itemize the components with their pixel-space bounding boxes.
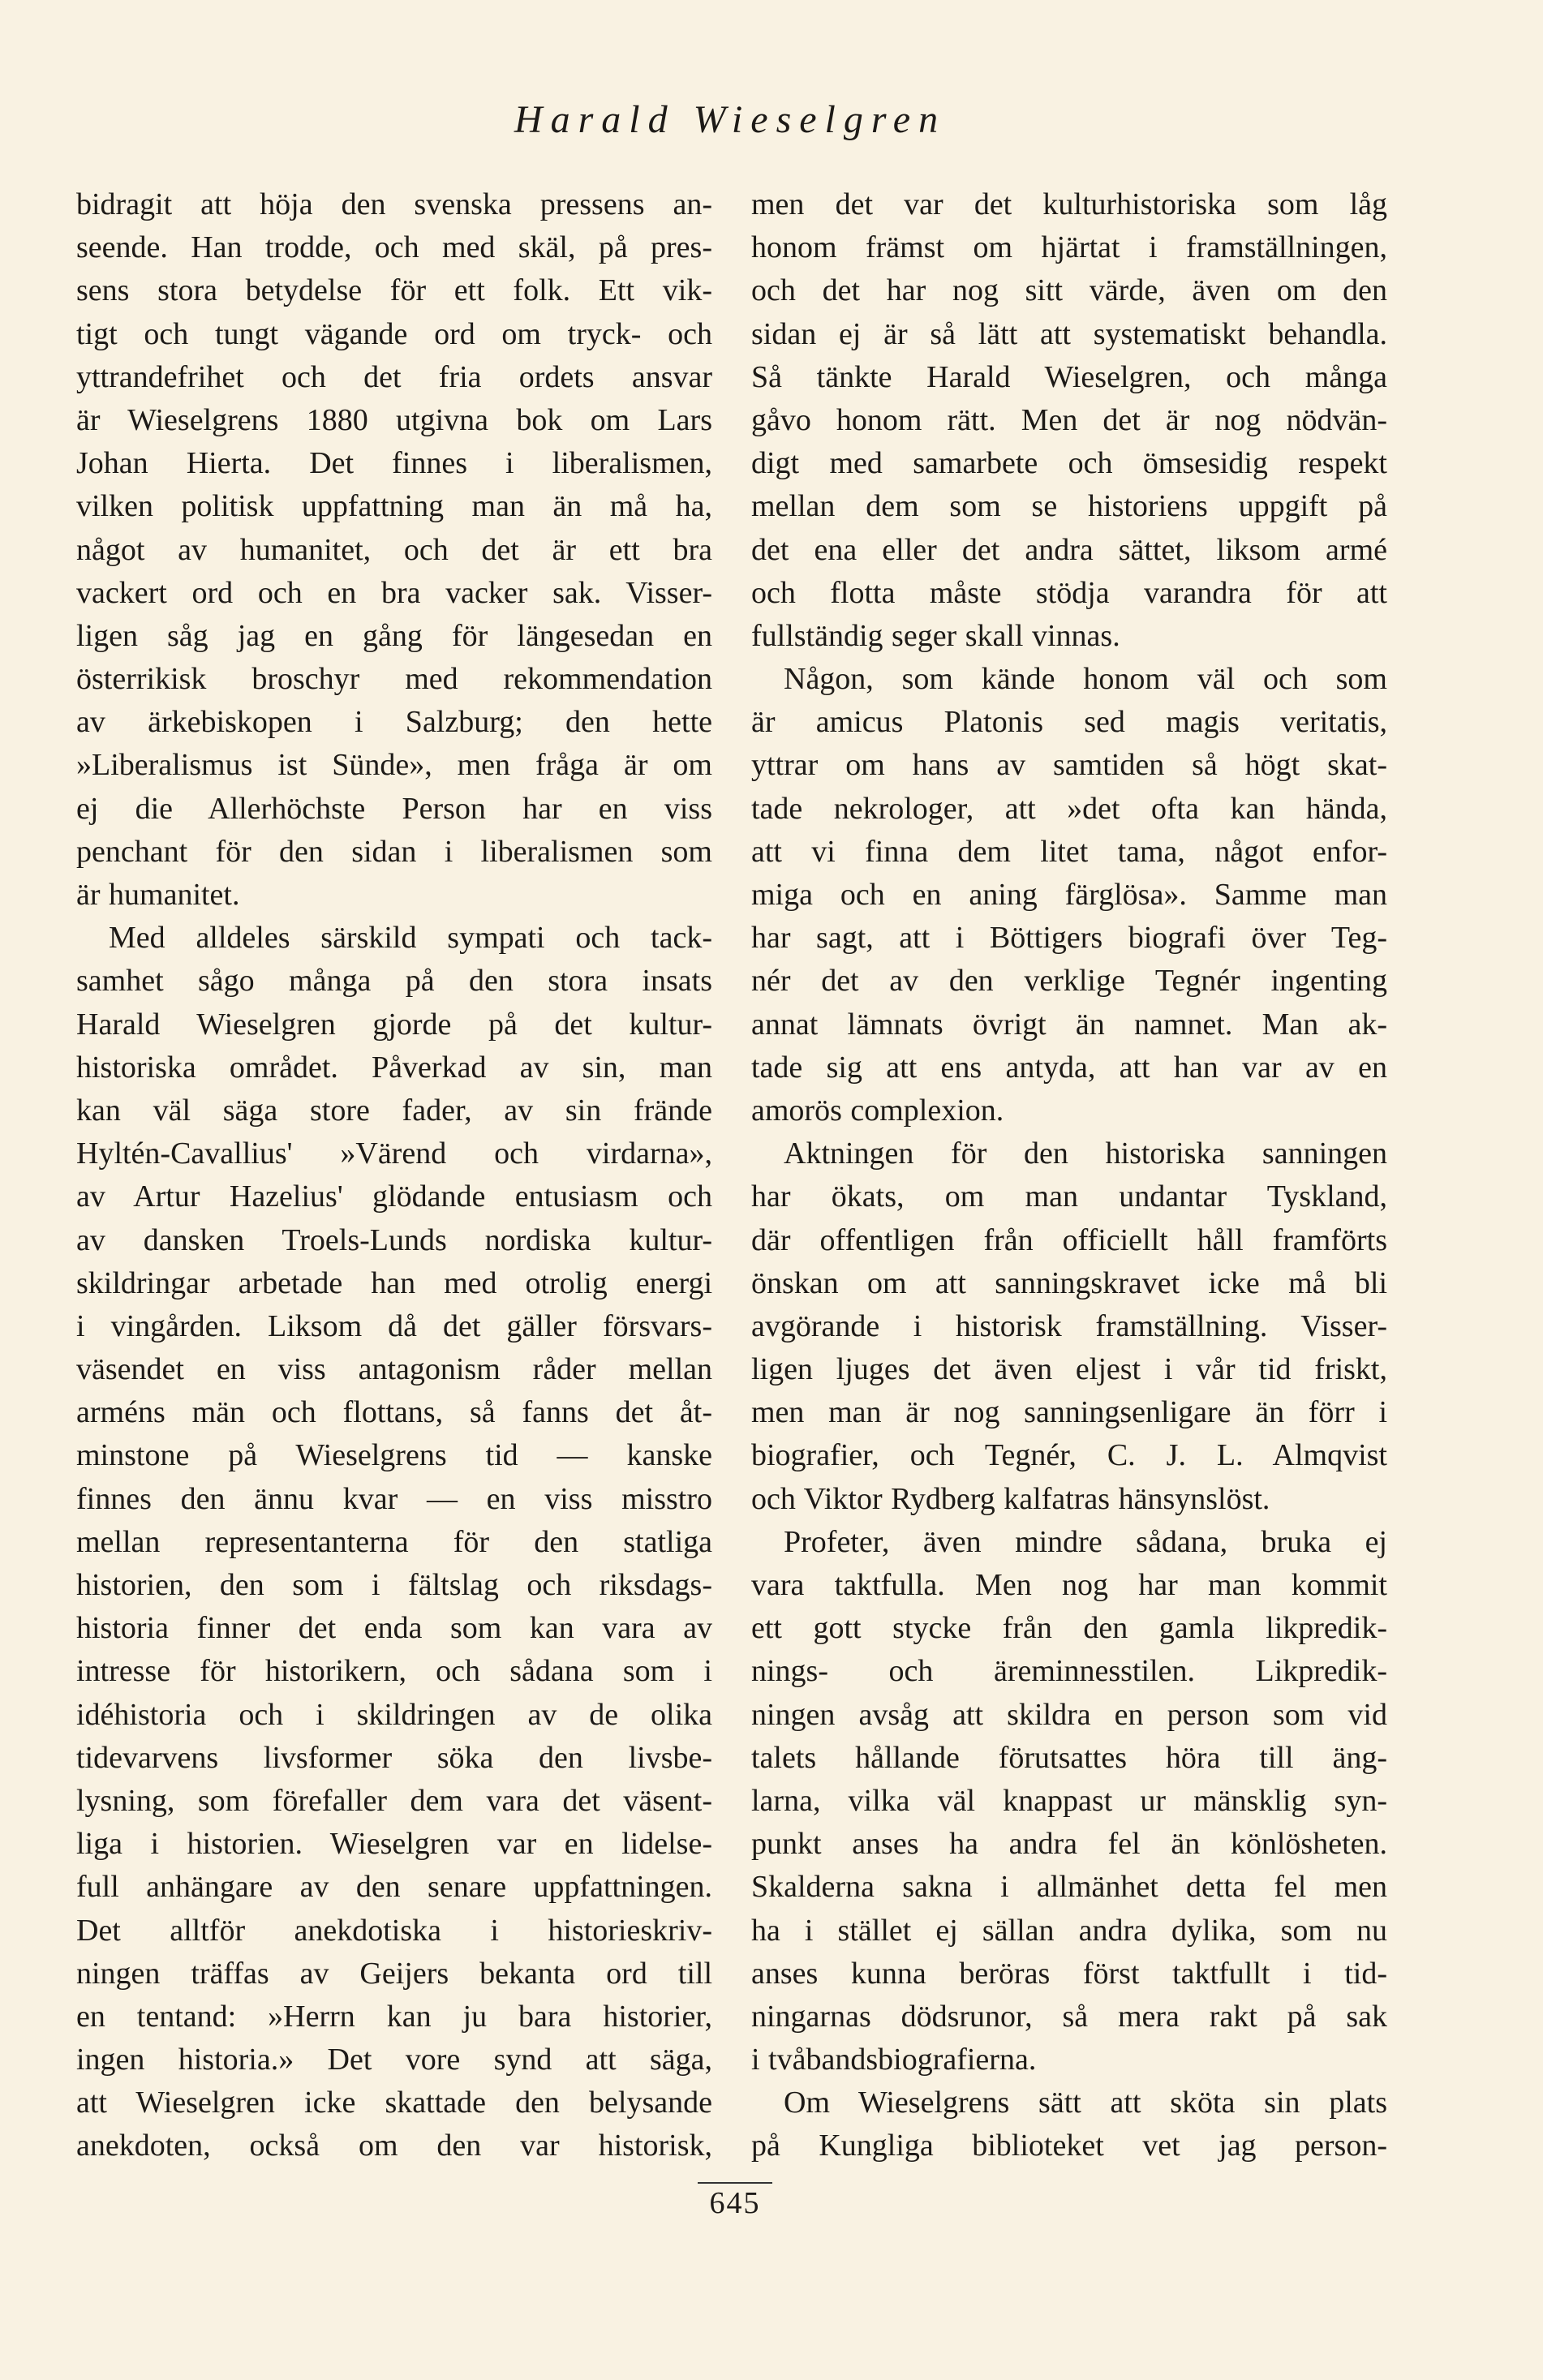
text-line: tade nekrologer, att »det ofta kan hända,	[751, 791, 1387, 826]
text-line: bidragit att höja den svenska pressens an-	[76, 187, 712, 221]
text-line: Det alltför anekdotiska i historieskriv-	[76, 1913, 712, 1948]
text-line: historien, den som i fältslag och riksdags-	[76, 1568, 712, 1602]
text-line: honom främst om hjärtat i framställningen,	[751, 230, 1387, 265]
text-line: ett gott stycke från den gamla likpredik-	[751, 1611, 1387, 1646]
text-line: nings- och äreminnesstilen. Likpredik-	[751, 1654, 1387, 1689]
text-line: gåvo honom rätt. Men det är nog nödvän-	[751, 402, 1387, 437]
text-line: att vi finna dem litet tama, något enfor-	[751, 834, 1387, 869]
text-line: talets hållande förutsattes höra till äng-	[751, 1740, 1387, 1775]
text-line: ha i stället ej sällan andra dylika, som nu	[751, 1913, 1387, 1948]
text-line: att Wieselgren icke skattade den belysande	[76, 2086, 712, 2120]
text-line: vara taktfulla. Men nog har man kommit	[751, 1568, 1387, 1602]
text-line: ingen historia.» Det vore synd att säga,	[76, 2043, 712, 2077]
text-line: miga och en aning färglösa». Samme man	[751, 878, 1387, 912]
text-line: annat lämnats övrigt än namnet. Man ak-	[751, 1007, 1387, 1042]
text-line: Hyltén-Cavallius' »Värend och virdarna»,	[76, 1136, 712, 1171]
text-line: penchant för den sidan i liberalismen som	[76, 834, 712, 869]
text-line: yttrandefrihet och det fria ordets ansvar	[76, 359, 712, 394]
text-line: nér det av den verklige Tegnér ingenting	[751, 964, 1387, 999]
text-line: men man är nog sanningsenligare än förr i	[751, 1395, 1387, 1430]
text-line: önskan om att sanningskravet icke må bli	[751, 1265, 1387, 1300]
text-line: historia finner det enda som kan vara av	[76, 1611, 712, 1646]
text-line: ligen såg jag en gång för längesedan en	[76, 618, 712, 653]
text-line: full anhängare av den senare uppfattningen.	[76, 1870, 712, 1905]
text-line: mellan dem som se historiens uppgift på	[751, 489, 1387, 524]
text-line: larna, vilka väl knappast ur mänsklig syn-	[751, 1783, 1387, 1818]
text-line: har sagt, att i Böttigers biografi över Teg-	[751, 921, 1387, 956]
text-line: minstone på Wieselgrens tid — kanske	[76, 1438, 712, 1473]
text-line: intresse för historikern, och sådana som i	[76, 1654, 712, 1689]
text-line: vackert ord och en bra vacker sak. Visser-	[76, 575, 712, 610]
text-line: vilken politisk uppfattning man än må ha,	[76, 489, 712, 524]
text-line: anekdoten, också om den var historisk,	[76, 2129, 712, 2163]
text-line: ningen träffas av Geijers bekanta ord till	[76, 1956, 712, 1991]
text-line: och flotta måste stödja varandra för att	[751, 575, 1387, 610]
running-title: Harald Wieselgren	[514, 98, 947, 141]
text-line: amorös complexion.	[751, 1093, 1004, 1128]
text-line: väsendet en viss antagonism råder mellan	[76, 1352, 712, 1387]
text-line: Skalderna sakna i allmänhet detta fel men	[751, 1870, 1387, 1905]
text-line: något av humanitet, och det är ett bra	[76, 532, 712, 567]
text-line: Profeter, även mindre sådana, bruka ej	[784, 1524, 1387, 1559]
text-line: Om Wieselgrens sätt att sköta sin plats	[784, 2086, 1387, 2120]
text-line: skildringar arbetade han med otrolig energi	[76, 1265, 712, 1300]
text-line: punkt anses ha andra fel än könlösheten.	[751, 1827, 1387, 1862]
text-line: Harald Wieselgren gjorde på det kultur-	[76, 1007, 712, 1042]
text-line: ningen avsåg att skildra en person som vid	[751, 1697, 1387, 1732]
text-line: idéhistoria och i skildringen av de olika	[76, 1697, 712, 1732]
text-line: är humanitet.	[76, 878, 240, 912]
text-line: ligen ljuges det även eljest i vår tid friskt,	[751, 1352, 1387, 1387]
text-line: historiska området. Påverkad av sin, man	[76, 1050, 712, 1085]
text-line: Så tänkte Harald Wieselgren, och många	[751, 359, 1387, 394]
text-line: »Liberalismus ist Sünde», men fråga är om	[76, 748, 712, 783]
text-line: Aktningen för den historiska sanningen	[784, 1136, 1387, 1171]
text-line: Någon, som kände honom väl och som	[784, 662, 1387, 697]
text-line: har ökats, om man undantar Tyskland,	[751, 1179, 1387, 1214]
page-number: 645	[698, 2182, 772, 2221]
text-line: samhet sågo många på den stora insats	[76, 964, 712, 999]
text-line: sidan ej är så lätt att systematiskt behandla.	[751, 316, 1387, 351]
text-line: men det var det kulturhistoriska som låg	[751, 187, 1387, 221]
text-line: där offentligen från officiellt håll framförts	[751, 1222, 1387, 1257]
text-line: av dansken Troels-Lunds nordiska kultur-	[76, 1222, 712, 1257]
text-line: ningarnas dödsrunor, så mera rakt på sak	[751, 1999, 1387, 2034]
text-line: finnes den ännu kvar — en viss misstro	[76, 1481, 712, 1516]
text-line: ej die Allerhöchste Person har en viss	[76, 791, 712, 826]
text-line: av Artur Hazelius' glödande entusiasm och	[76, 1179, 712, 1214]
text-line: Johan Hierta. Det finnes i liberalismen,	[76, 446, 712, 481]
text-line: det ena eller det andra sättet, liksom armé	[751, 532, 1387, 567]
right-column	[751, 183, 1387, 2168]
text-line: tidevarvens livsformer söka den livsbe-	[76, 1740, 712, 1775]
text-line: fullständig seger skall vinnas.	[751, 618, 1120, 653]
text-line: sens stora betydelse för ett folk. Ett vik-	[76, 273, 712, 308]
text-line: yttrar om hans av samtiden så högt skat-	[751, 748, 1387, 783]
text-line: mellan representanterna för den statliga	[76, 1524, 712, 1559]
text-line: avgörande i historisk framställning. Visser-	[751, 1308, 1387, 1343]
text-line: Med alldeles särskild sympati och tack-	[109, 921, 712, 956]
text-line: lysning, som förefaller dem vara det väsent-	[76, 1783, 712, 1818]
text-line: arméns män och flottans, så fanns det åt-	[76, 1395, 712, 1430]
left-column	[76, 183, 712, 2168]
text-line: av ärkebiskopen i Salzburg; den hette	[76, 705, 712, 740]
text-line: på Kungliga biblioteket vet jag person-	[751, 2129, 1387, 2163]
text-line: kan väl säga store fader, av sin frände	[76, 1093, 712, 1128]
text-line: en tentand: »Herrn kan ju bara historier,	[76, 1999, 712, 2034]
text-line: digt med samarbete och ömsesidig respekt	[751, 446, 1387, 481]
text-line: tigt och tungt vägande ord om tryck- och	[76, 316, 712, 351]
text-line: anses kunna beröras först taktfullt i tid-	[751, 1956, 1387, 1991]
text-line: i vingården. Liksom då det gäller försvars-	[76, 1308, 712, 1343]
text-line: och Viktor Rydberg kalfatras hänsynslöst.	[751, 1481, 1270, 1516]
text-line: tade sig att ens antyda, att han var av en	[751, 1050, 1387, 1085]
text-line: och det har nog sitt värde, även om den	[751, 273, 1387, 308]
text-line: i tvåbandsbiografierna.	[751, 2043, 1037, 2077]
text-line: österrikisk broschyr med rekommendation	[76, 662, 712, 697]
text-line: är amicus Platonis sed magis veritatis,	[751, 705, 1387, 740]
text-line: seende. Han trodde, och med skäl, på pres-	[76, 230, 712, 265]
text-line: biografier, och Tegnér, C. J. L. Almqvist	[751, 1438, 1387, 1473]
text-line: är Wieselgrens 1880 utgivna bok om Lars	[76, 402, 712, 437]
text-line: liga i historien. Wieselgren var en lidelse-	[76, 1827, 712, 1862]
